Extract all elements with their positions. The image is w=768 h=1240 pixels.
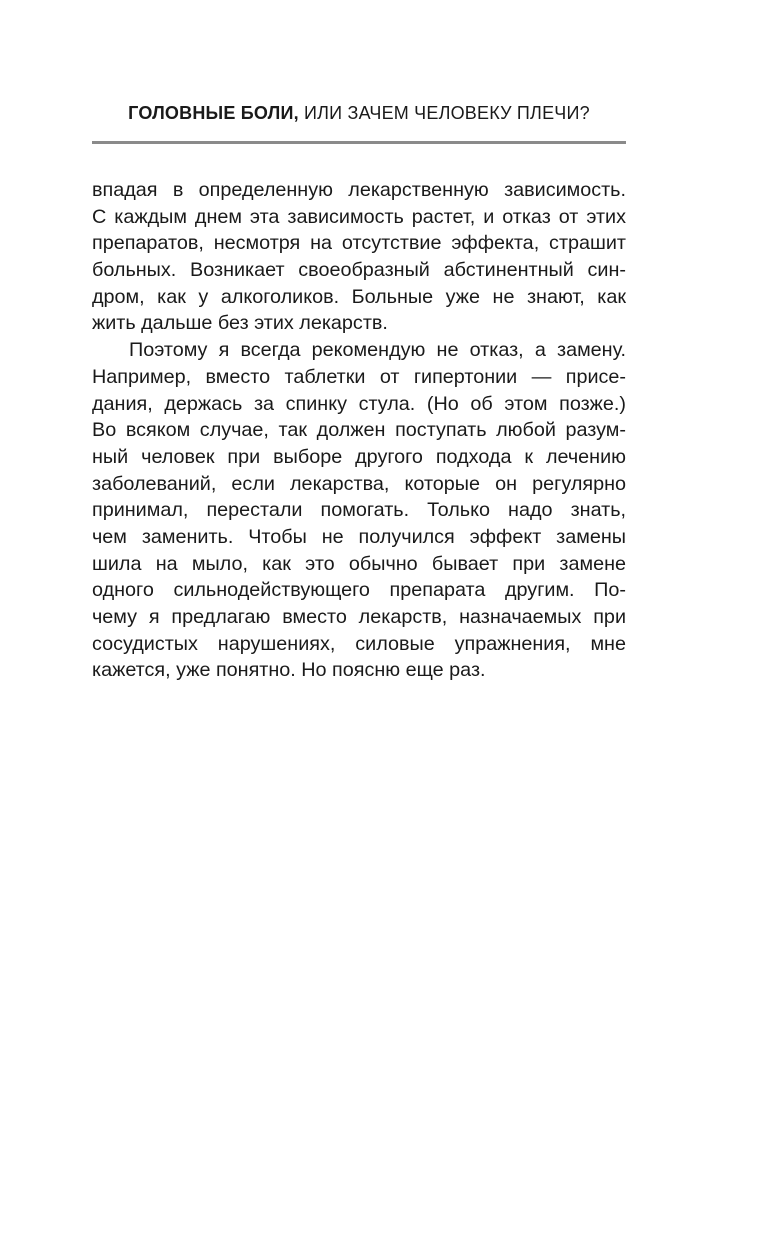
text-line: сосудистых нарушениях, силовые упражнения, мне — [92, 632, 626, 655]
text-line: Поэтому я всегда рекомендую не отказ, а замену. — [129, 339, 626, 362]
text-line: одного сильнодействующего препарата другим. По- — [92, 579, 626, 602]
text-line: принимал, перестали помогать. Только надо знать, — [92, 499, 626, 522]
text-line: чему я предлагаю вместо лекарств, назначаемых при — [92, 606, 626, 628]
text-line: заболеваний, если лекарства, которые он регулярно — [92, 472, 626, 495]
text-line: С каждым днем эта зависимость растет, и отказ от этих — [92, 205, 626, 228]
text-line: препаратов, несмотря на отсутствие эффекта, страшит — [92, 232, 626, 255]
header-rule — [92, 141, 626, 144]
text-line: жить дальше без этих лекарств. — [92, 312, 388, 335]
running-head-bold: ГОЛОВНЫЕ БОЛИ, — [128, 103, 299, 123]
text-line: Например, вместо таблетки от гипертонии — присе- — [92, 365, 626, 388]
paragraph-2 — [92, 337, 626, 684]
text-line: дром, как у алкоголиков. Больные уже не знают, как — [92, 285, 626, 308]
paragraph-1 — [92, 177, 626, 337]
text-line: Во всяком случае, так должен поступать любой разум- — [92, 419, 626, 442]
text-line: впадая в определенную лекарственную зависимость. — [92, 179, 626, 201]
text-line: больных. Возникает своеобразный абстинентный син- — [92, 259, 626, 282]
text-line: кажется, уже понятно. Но поясню еще раз. — [92, 659, 486, 682]
running-head-regular: ИЛИ ЗАЧЕМ ЧЕЛОВЕКУ ПЛЕЧИ? — [304, 103, 590, 123]
text-line: чем заменить. Чтобы не получился эффект замены — [92, 525, 626, 548]
text-line: шила на мыло, как это обычно бывает при замене — [92, 552, 626, 575]
running-head — [92, 103, 626, 124]
body-text — [92, 177, 626, 684]
text-line: ный человек при выборе другого подхода к лечению — [92, 445, 626, 468]
text-line: дания, держась за спинку стула. (Но об этом позже.) — [92, 392, 626, 415]
